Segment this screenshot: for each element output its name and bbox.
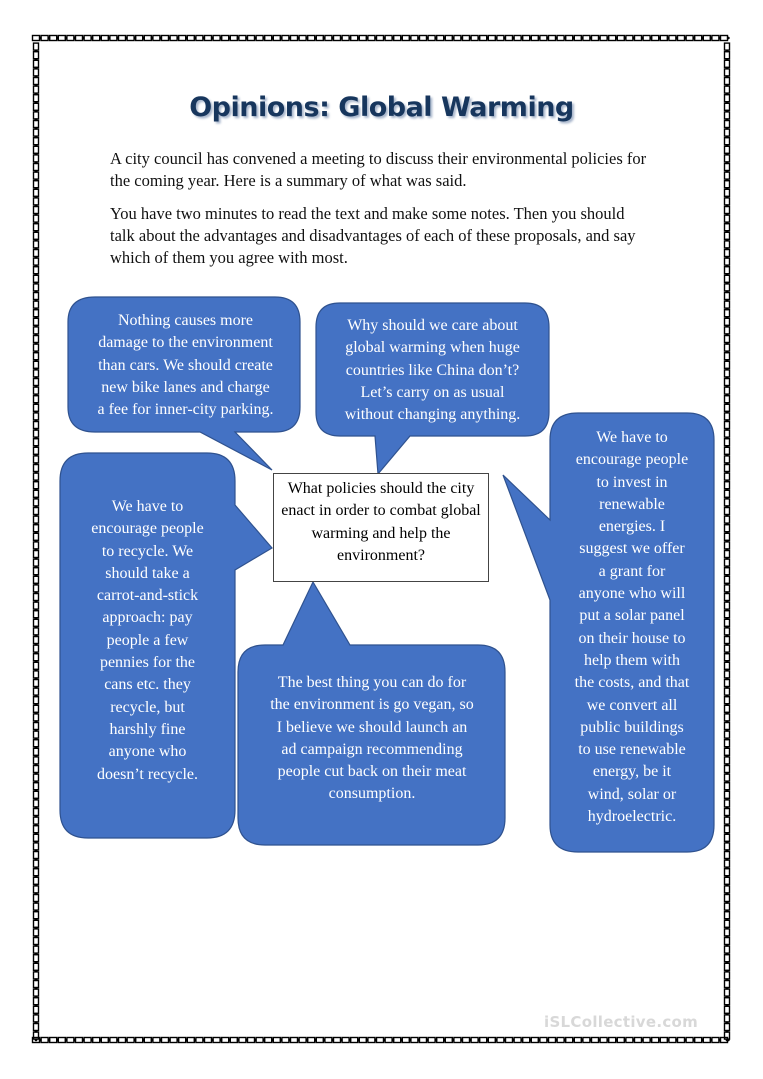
bubble-line: anyone who will (578, 585, 686, 603)
bubble-line: the environment is go vegan, so (270, 696, 474, 714)
bubble-line: encourage people (91, 520, 204, 538)
bubble-line: I believe we should launch an (276, 718, 468, 736)
bubble-line: We have to (596, 429, 668, 446)
intro-paragraph-1: A city council has convened a meeting to discuss their environmental policies for the coming year. Here is a summary of what was said. (110, 149, 647, 190)
bubble-line: anyone who (108, 743, 187, 761)
bubble-line: approach: pay (102, 609, 193, 627)
bubble-line: put a solar panel (579, 607, 685, 625)
bubble-line: damage to the environment (98, 334, 273, 352)
bubble-line: should take a (105, 564, 190, 582)
bubble-line: public buildings (580, 718, 684, 736)
opinion-bubble-5-text (562, 427, 702, 828)
bubble-line: The best thing you can do for (277, 674, 467, 691)
bubble-line: We have to (111, 498, 184, 515)
bubble-line: people cut back on their meat (277, 763, 467, 781)
bubble-line: ad campaign recommending (281, 740, 463, 758)
bubble-line: cans etc. they (104, 676, 191, 694)
bubble-line: a grant for (598, 562, 666, 580)
bubble-line: wind, solar or (587, 785, 677, 803)
opinion-bubble-1-text (78, 310, 293, 421)
bubble-line: recycle, but (110, 698, 185, 716)
bubble-line: to invest in (596, 473, 668, 491)
page-title: Opinions: Global Warming (189, 92, 574, 123)
opinion-bubble-2-text (325, 315, 540, 426)
bubble-line: Let’s carry on as usual (360, 383, 505, 401)
bubble-line: we convert all (586, 696, 678, 714)
bubble-line: suggest we offer (579, 540, 685, 558)
bubble-line: Why should we care about (347, 317, 518, 334)
watermark: iSLCollective.com (544, 1013, 699, 1031)
bubble-line: energy, be it (592, 763, 672, 781)
central-question-text: What policies should the city enact in order to combat global warming and help the environment? (281, 480, 481, 564)
intro-paragraph-2: You have two minutes to read the text and make some notes. Then you should talk about the advantages and disadvantages of each of these proposals, and say which of them you agree with most. (110, 204, 636, 267)
bubble-line: Nothing causes more (117, 312, 254, 329)
bubble-line: countries like China don’t? (345, 361, 520, 379)
bubble-line: on their house to (578, 629, 686, 647)
bubble-line: consumption. (328, 785, 416, 803)
bubble-line: pennies for the (99, 654, 196, 672)
bubble-line: to recycle. We (101, 542, 194, 560)
bubble-line: global warming when huge (345, 339, 520, 357)
bubble-line: harshly fine (109, 720, 186, 738)
opinion-bubble-3-text (70, 496, 225, 786)
opinion-bubble-4-text (252, 672, 492, 806)
bubble-line: encourage people (575, 451, 689, 469)
bubble-line: hydroelectric. (587, 808, 677, 826)
bubble-line: carrot-and-stick (96, 587, 199, 605)
bubble-line: to use renewable (578, 741, 686, 759)
bubble-line: the costs, and that (574, 674, 690, 692)
bubble-line: people a few (106, 631, 189, 649)
bubble-line: than cars. We should create (98, 356, 273, 374)
bubble-line: renewable (599, 495, 665, 513)
bubble-line: without changing anything. (344, 406, 521, 424)
bubble-line: energies. I (598, 518, 666, 536)
bubble-line: doesn’t recycle. (97, 765, 198, 783)
bubble-line: help them with (584, 651, 680, 669)
bubble-line: a fee for inner-city parking. (97, 401, 274, 419)
bubble-line: new bike lanes and charge (101, 378, 270, 396)
